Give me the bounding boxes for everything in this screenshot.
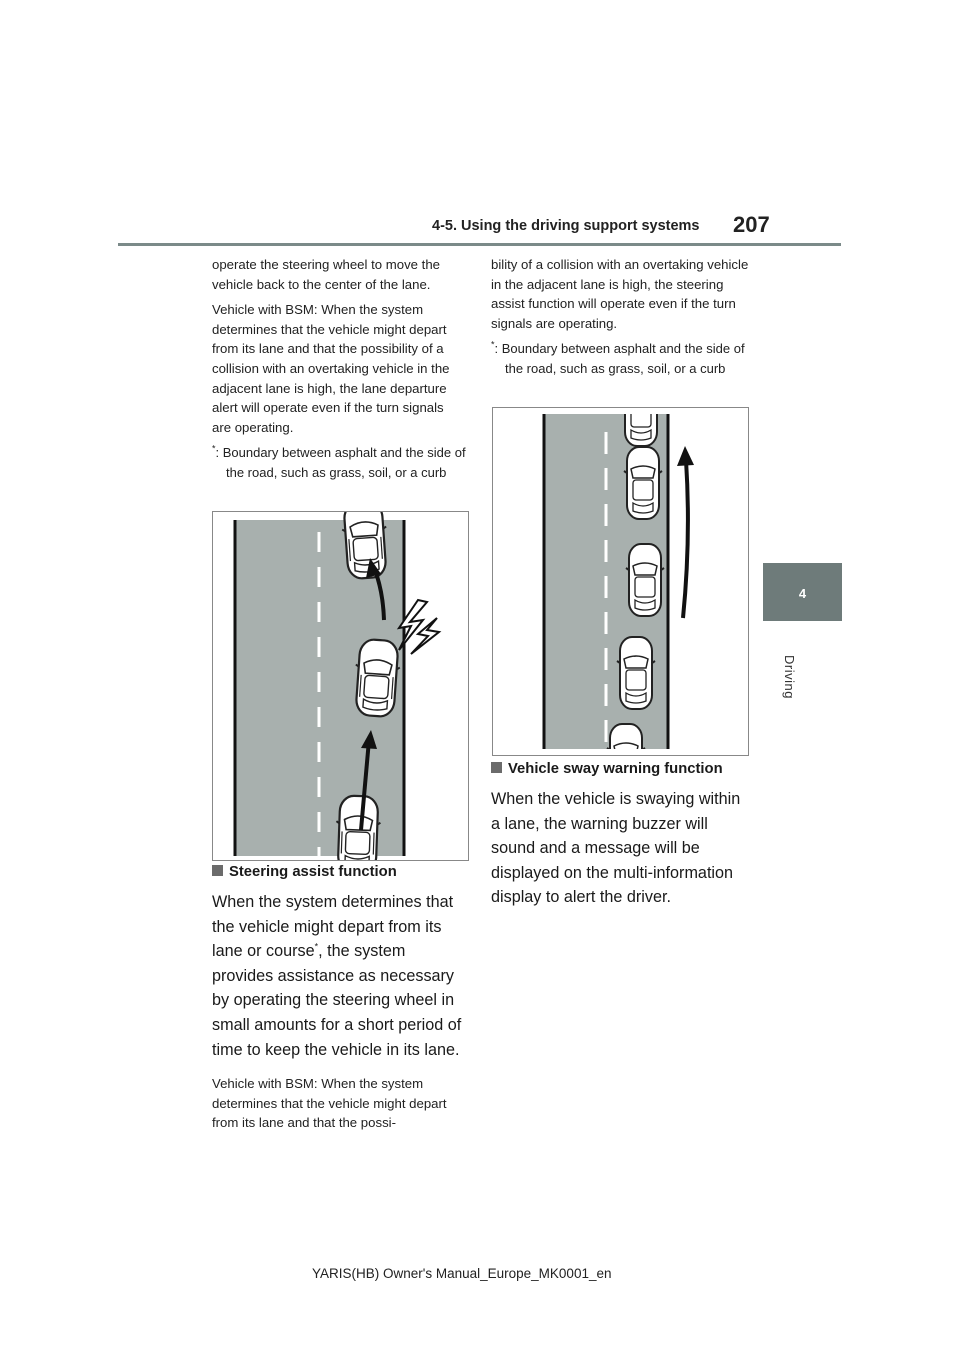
right-lower-column [491, 761, 753, 910]
car-bottom-icon [607, 724, 645, 755]
section-title: 4-5. Using the driving support systems [432, 218, 700, 234]
bullet-square-icon [212, 865, 223, 876]
car-departing-icon [352, 639, 401, 718]
car-following-icon [335, 795, 382, 860]
chapter-label: Driving [782, 655, 797, 699]
lane-departure-illustration [213, 512, 468, 860]
right-column [491, 255, 753, 379]
right-paragraph-1: bility of a collision with an overtaking vehicle in the adjacent lane is high, the steering assist function will operate even if the turn signals are operating. [491, 257, 749, 331]
chapter-number: 4 [798, 586, 807, 601]
right-footnote: *: Boundary between asphalt and the side of the road, such as grass, soil, or a curb [491, 340, 745, 376]
page-number: 207 [733, 212, 770, 237]
steering-assist-heading: Steering assist function [212, 864, 474, 880]
left-column [212, 255, 470, 483]
car-sway-2-icon [626, 544, 664, 616]
left-footnote: *: Boundary between asphalt and the side of the road, such as grass, soil, or a curb [212, 444, 466, 480]
sway-warning-body: When the vehicle is swaying within a lane, the warning buzzer will sound and a message will be displayed on the multi-information display to alert the driver. [491, 790, 741, 907]
chapter-tab [763, 563, 842, 621]
left-paragraph-1: operate the steering wheel to move the vehicle back to the center of the lane. [212, 257, 440, 292]
sway-warning-heading: Vehicle sway warning function [491, 761, 753, 777]
left-lower-column [212, 864, 474, 1133]
guidance-arrow-head [677, 446, 694, 466]
steering-assist-body: When the system determines that the vehicle might depart from its lane or course*, the system provides assistance as necessary by operating the steering wheel in small amounts for a short period of time to keep the vehicle in its lane. [212, 893, 462, 1059]
lane-keeping-figure [492, 407, 749, 756]
lane-departure-figure [212, 511, 469, 861]
left-paragraph-3: Vehicle with BSM: When the system determines that the vehicle might depart from its lane and that the possi- [212, 1076, 447, 1131]
footer-manual-id: YARIS(HB) Owner's Manual_Europe_MK0001_en [312, 1266, 612, 1281]
guidance-arrow [683, 460, 688, 618]
lane-keeping-illustration [493, 408, 748, 755]
bullet-square-icon [491, 762, 502, 773]
car-top-icon [622, 408, 660, 446]
car-sway-3-icon [617, 637, 655, 709]
left-paragraph-2: Vehicle with BSM: When the system determines that the vehicle might depart from its lane and that the possibility of a collision with an overtaking vehicle in the adjacent lane is high, the lane departure alert will operate even if the turn signals are operating. [212, 302, 450, 435]
car-sway-1-icon [624, 447, 662, 519]
header-rule [118, 243, 841, 246]
